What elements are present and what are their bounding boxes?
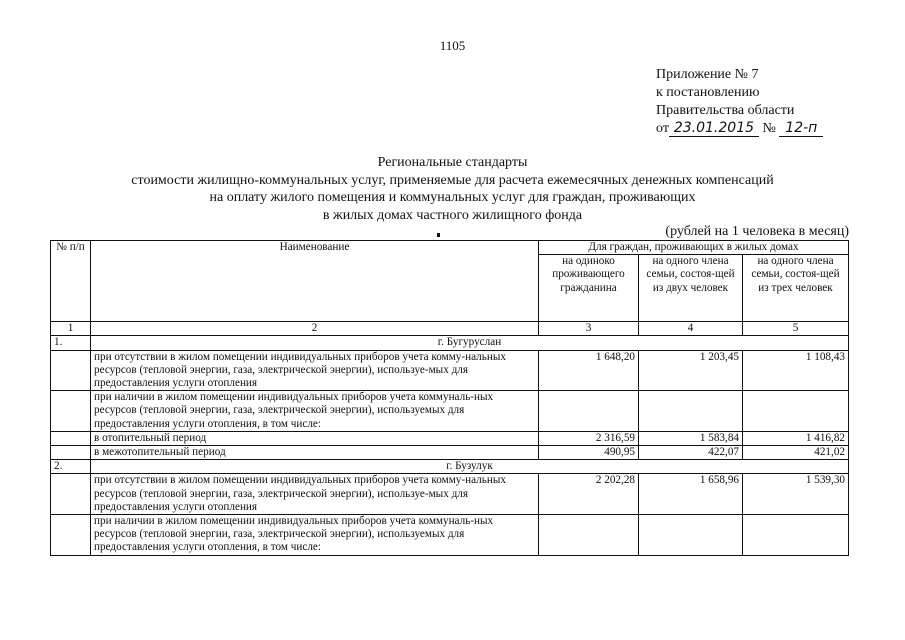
decree-date: 23.01.2015 <box>669 121 759 137</box>
header-col-5: на одного члена семьи, состоя-щей из трех человек <box>743 255 849 322</box>
standards-table <box>50 240 849 556</box>
page-number: 1105 <box>439 38 466 53</box>
row-name: при отсутствии в жилом помещении индивидуальных приборов учета комму-нальных ресурсов (тепловой энергии, газа, электрической энергии), используе-мых для предоставления услуги отопления <box>91 350 539 391</box>
row-num-cell <box>51 350 91 391</box>
index-row <box>51 322 849 336</box>
index-3: 3 <box>539 322 639 336</box>
appendix-block <box>656 66 823 138</box>
appendix-line-1: Приложение № 7 <box>656 67 759 82</box>
appendix-line-2: к постановлению <box>656 85 760 100</box>
header-col-3: на одиноко проживающего гражданина <box>539 255 639 322</box>
section-num: 2. <box>51 460 91 474</box>
row-value-two: 1 583,84 <box>639 431 743 445</box>
decree-number: 12-п <box>779 121 823 137</box>
row-value-single: 2 202,28 <box>539 474 639 515</box>
header-row <box>51 241 849 255</box>
row-value-two <box>639 515 743 556</box>
table-row <box>51 474 849 515</box>
document-title <box>0 154 905 224</box>
row-name: при наличии в жилом помещении индивидуальных приборов учета коммуналь-ных ресурсов (тепловой энергии, газа, электрической энергии), используемых для предоставления услуги отопления, в том числе: <box>91 391 539 432</box>
section-num: 1. <box>51 336 91 350</box>
title-line-2: стоимости жилищно-коммунальных услуг, применяемые для расчета ежемесячных денежных компенсаций <box>131 172 774 188</box>
index-5: 5 <box>743 322 849 336</box>
row-value-three <box>743 515 849 556</box>
section-city: г. Бузулук <box>91 460 849 474</box>
title-line-4: в жилых домах частного жилищного фонда <box>322 207 583 223</box>
row-value-two: 1 203,45 <box>639 350 743 391</box>
row-num-cell <box>51 515 91 556</box>
row-num-cell <box>51 446 91 460</box>
appendix-line-4 <box>656 120 823 138</box>
table-row <box>51 515 849 556</box>
row-value-three <box>743 391 849 432</box>
index-4: 4 <box>639 322 743 336</box>
number-label: № <box>762 121 776 136</box>
from-label: от <box>656 121 669 136</box>
scan-mark <box>437 233 440 237</box>
row-name: при отсутствии в жилом помещении индивидуальных приборов учета комму-нальных ресурсов (тепловой энергии, газа, электрической энергии), используе-мых для предоставления услуги отопления <box>91 474 539 515</box>
header-col-4: на одного члена семьи, состоя-щей из двух человек <box>639 255 743 322</box>
units-note: (рублей на 1 человека в месяц) <box>665 224 849 239</box>
row-value-two: 1 658,96 <box>639 474 743 515</box>
table-row <box>51 350 849 391</box>
section-row <box>51 336 849 350</box>
table-row <box>51 391 849 432</box>
row-num-cell <box>51 474 91 515</box>
row-name: в межотопительный период <box>91 446 539 460</box>
table-row <box>51 431 849 445</box>
row-value-two: 422,07 <box>639 446 743 460</box>
row-value-single <box>539 515 639 556</box>
table-row <box>51 446 849 460</box>
row-name: в отопительный период <box>91 431 539 445</box>
header-name: Наименование <box>91 241 539 322</box>
title-line-3: на оплату жилого помещения и коммунальных услуг для граждан, проживающих <box>209 190 696 205</box>
row-value-single: 2 316,59 <box>539 431 639 445</box>
row-value-three: 1 416,82 <box>743 431 849 445</box>
row-value-three: 421,02 <box>743 446 849 460</box>
row-value-single <box>539 391 639 432</box>
index-2: 2 <box>91 322 539 336</box>
row-value-three: 1 108,43 <box>743 350 849 391</box>
index-1: 1 <box>51 322 91 336</box>
row-num-cell <box>51 431 91 445</box>
row-value-three: 1 539,30 <box>743 474 849 515</box>
header-group: Для граждан, проживающих в жилых домах <box>539 241 849 255</box>
row-name: при наличии в жилом помещении индивидуальных приборов учета коммуналь-ных ресурсов (тепловой энергии, газа, электрической энергии), используемых для предоставления услуги отопления, в том числе: <box>91 515 539 556</box>
row-value-single: 1 648,20 <box>539 350 639 391</box>
row-value-single: 490,95 <box>539 446 639 460</box>
row-value-two <box>639 391 743 432</box>
section-city: г. Бугуруслан <box>91 336 849 350</box>
section-row <box>51 460 849 474</box>
title-line-1: Региональные стандарты <box>377 155 528 170</box>
header-num: № п/п <box>51 241 91 322</box>
row-num-cell <box>51 391 91 432</box>
appendix-line-3: Правительства области <box>656 103 795 118</box>
